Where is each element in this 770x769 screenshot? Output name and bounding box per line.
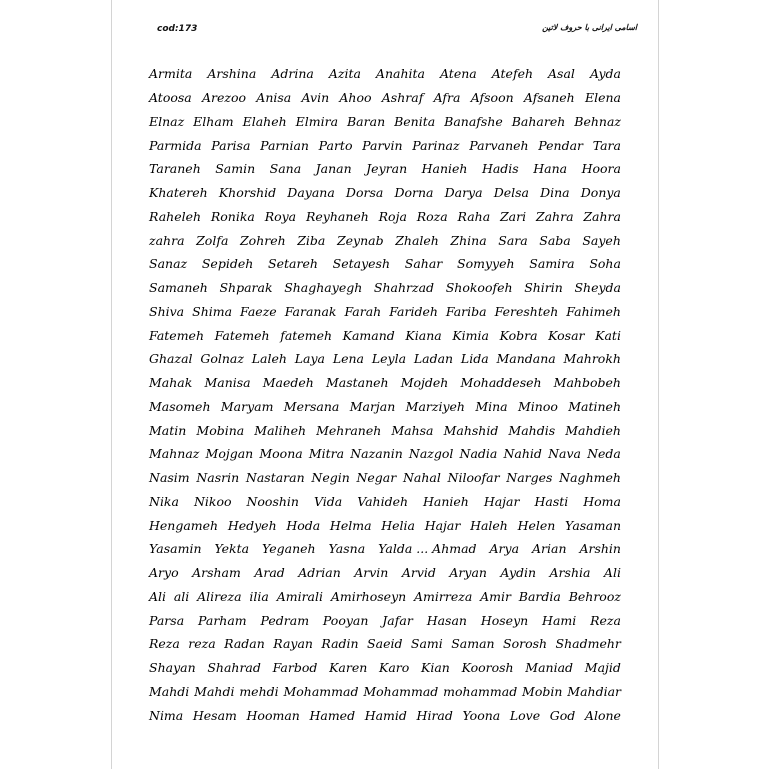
name-entry: Samin <box>215 161 256 177</box>
name-entry: Fariba <box>445 303 487 319</box>
name-entry: Majid <box>584 660 621 676</box>
name-entry: Mitra <box>308 446 345 462</box>
name-entry: Manisa <box>204 375 251 391</box>
name-entry: Shayan <box>149 660 196 676</box>
name-entry: Shparak <box>219 280 273 296</box>
name-entry: Masomeh <box>149 398 211 414</box>
name-entry: Elaheh <box>242 113 287 129</box>
name-line <box>149 537 621 561</box>
name-entry: Sahar <box>404 256 443 272</box>
name-entry: Mahdi <box>194 683 235 699</box>
name-entry: Kobra <box>499 327 538 343</box>
name-entry: Fatemeh <box>149 327 204 343</box>
name-entry: Maliheh <box>254 422 307 438</box>
name-entry: Parvin <box>362 137 403 153</box>
name-entry: Shiva <box>149 303 185 319</box>
name-entry: Reza <box>590 612 621 628</box>
name-entry: Leyla <box>371 351 407 367</box>
name-entry: Arvid <box>401 565 436 581</box>
name-entry: Elena <box>584 90 621 106</box>
name-entry: Setayesh <box>332 256 391 272</box>
name-entry: Elmira <box>295 113 339 129</box>
name-entry: Yeganeh <box>262 541 316 557</box>
name-entry: Adrian <box>298 565 341 581</box>
name-entry: Homa <box>583 493 621 509</box>
name-entry: Mohammad <box>363 683 439 699</box>
name-entry: Zhina <box>450 232 487 248</box>
name-entry: Mahnaz <box>149 446 200 462</box>
name-entry: Yalda ... Ahmad <box>378 541 477 557</box>
name-entry: Lena <box>332 351 365 367</box>
name-entry: Mobin <box>522 683 563 699</box>
name-entry: Sami <box>410 636 443 652</box>
name-entry: Zolfa <box>196 232 229 248</box>
name-entry: Kian <box>421 660 450 676</box>
name-entry: Haleh <box>470 517 508 533</box>
name-entry: Nazanin <box>350 446 403 462</box>
name-line <box>149 371 621 395</box>
name-entry: Dorsa <box>345 185 384 201</box>
name-entry: Ayda <box>589 66 621 82</box>
name-entry: Pendar <box>538 137 584 153</box>
name-line <box>149 205 621 229</box>
name-entry: Banafshe <box>444 113 503 129</box>
name-entry: Ashraf <box>381 90 424 106</box>
name-entry: Lida <box>460 351 489 367</box>
name-line <box>149 442 621 466</box>
name-entry: Alone <box>584 707 621 723</box>
name-line <box>149 157 621 181</box>
name-entry: reza <box>188 636 216 652</box>
name-entry: Armita <box>149 66 193 82</box>
name-entry: Mohammad <box>283 683 359 699</box>
name-entry: Sorosh <box>503 636 548 652</box>
name-entry: Hajar <box>483 493 520 509</box>
name-entry: Maniad <box>525 660 574 676</box>
name-entry: Saeid <box>367 636 403 652</box>
name-entry: Nastaran <box>245 470 305 486</box>
name-entry: Jafar <box>382 612 413 628</box>
name-entry: Ahoo <box>339 90 372 106</box>
name-entry: Yekta <box>214 541 250 557</box>
name-entry: Mojdeh <box>400 375 449 391</box>
name-entry: Sepideh <box>201 256 254 272</box>
name-entry: mohammad <box>443 683 518 699</box>
name-entry: Parto <box>318 137 353 153</box>
name-entry: Khatereh <box>149 185 208 201</box>
name-entry: Parisa <box>211 137 251 153</box>
name-entry: Kamand <box>342 327 395 343</box>
name-entry: Amir <box>480 588 511 604</box>
name-entry: Dorna <box>394 185 434 201</box>
name-entry: Sana <box>269 161 302 177</box>
name-entry: Nima <box>149 707 184 723</box>
name-entry: Yasamin <box>149 541 202 557</box>
name-entry: Hirad <box>416 707 453 723</box>
name-entry: Hasti <box>534 493 569 509</box>
name-entry: Nazgol <box>408 446 454 462</box>
name-entry: Mahak <box>149 375 193 391</box>
name-entry: Avin <box>301 90 330 106</box>
name-entry: Parsa <box>149 612 185 628</box>
name-entry: Samira <box>529 256 575 272</box>
name-entry: Naghmeh <box>559 470 621 486</box>
name-line <box>149 86 621 110</box>
name-entry: Mandana <box>496 351 556 367</box>
name-entry: Parvaneh <box>469 137 529 153</box>
name-entry: Maedeh <box>262 375 314 391</box>
name-entry: Nooshin <box>246 493 299 509</box>
name-entry: Sayeh <box>582 232 621 248</box>
name-entry: Delsa <box>493 185 529 201</box>
name-entry: Amirreza <box>414 588 473 604</box>
name-entry: Niloofar <box>447 470 500 486</box>
name-entry: Reyhaneh <box>305 208 369 224</box>
name-entry: Nava <box>548 446 581 462</box>
name-entry: Mina <box>475 398 508 414</box>
name-entry: Hoseyn <box>480 612 529 628</box>
name-entry: Ali <box>603 565 621 581</box>
name-entry: Minoo <box>517 398 558 414</box>
name-entry: Arya <box>489 541 520 557</box>
name-entry: Aryo <box>149 565 179 581</box>
name-entry: Farideh <box>389 303 438 319</box>
name-entry: Behrooz <box>568 588 621 604</box>
name-entry: Negar <box>356 470 397 486</box>
name-line <box>149 395 621 419</box>
name-entry: Maryam <box>220 398 274 414</box>
name-entry: Fahimeh <box>566 303 621 319</box>
name-entry: Hedyeh <box>227 517 277 533</box>
name-entry: Hamed <box>309 707 356 723</box>
name-entry: God <box>549 707 576 723</box>
name-entry: Mastaneh <box>325 375 389 391</box>
name-entry: Hami <box>542 612 577 628</box>
name-entry: Matin <box>149 422 187 438</box>
name-entry: Pooyan <box>322 612 369 628</box>
name-entry: Nahid <box>503 446 542 462</box>
name-entry: Mahdi <box>149 683 190 699</box>
name-entry: Arsham <box>192 565 241 581</box>
name-entry: Radin <box>321 636 359 652</box>
name-entry: ali <box>173 588 190 604</box>
name-entry: Helma <box>329 517 372 533</box>
name-entry: Pedram <box>260 612 310 628</box>
name-entry: Ziba <box>297 232 326 248</box>
name-entry: Anisa <box>256 90 292 106</box>
name-entry: Shadmehr <box>555 636 621 652</box>
name-entry: Mohaddeseh <box>460 375 542 391</box>
name-entry: Laleh <box>251 351 287 367</box>
name-entry: Reza <box>149 636 180 652</box>
name-entry: Mobina <box>196 422 245 438</box>
name-entry: Mahsa <box>391 422 434 438</box>
name-line <box>149 490 621 514</box>
name-entry: Asal <box>548 66 575 82</box>
name-entry: Arian <box>532 541 567 557</box>
name-entry: Amirhoseyn <box>330 588 407 604</box>
name-line <box>149 181 621 205</box>
name-entry: Kiana <box>405 327 442 343</box>
name-entry: Fereshteh <box>494 303 559 319</box>
name-entry: Kimia <box>452 327 489 343</box>
name-entry: Atefeh <box>491 66 534 82</box>
name-entry: Narges <box>506 470 553 486</box>
name-entry: Raheleh <box>149 208 202 224</box>
name-entry: Negin <box>311 470 350 486</box>
name-entry: Jeyran <box>366 161 408 177</box>
name-line <box>149 418 621 442</box>
name-entry: Roya <box>264 208 297 224</box>
name-entry: Janan <box>315 161 352 177</box>
name-entry: Arvin <box>354 565 389 581</box>
name-entry: Elham <box>193 113 234 129</box>
name-entry: mehdi <box>239 683 279 699</box>
name-entry: Shokoofeh <box>445 280 513 296</box>
name-entry: Arshia <box>549 565 591 581</box>
name-entry: Sara <box>498 232 528 248</box>
name-entry: Mahdieh <box>565 422 621 438</box>
name-line <box>149 513 621 537</box>
name-entry: Arshina <box>207 66 257 82</box>
name-entry: Matineh <box>568 398 621 414</box>
name-entry: Dina <box>540 185 570 201</box>
name-entry: Shahrad <box>207 660 261 676</box>
name-entry: Parinaz <box>412 137 460 153</box>
name-entry: Afsaneh <box>523 90 575 106</box>
name-entry: Tara <box>592 137 621 153</box>
name-entry: Kosar <box>548 327 585 343</box>
name-entry: Aydin <box>500 565 537 581</box>
name-entry: Shaghayegh <box>284 280 363 296</box>
name-entry: Hanieh <box>421 161 468 177</box>
name-entry: Zohreh <box>239 232 286 248</box>
name-entry: zahra <box>149 232 185 248</box>
name-entry: Farbod <box>272 660 318 676</box>
name-entry: Faranak <box>284 303 337 319</box>
name-entry: Yasna <box>328 541 366 557</box>
name-entry: Hadis <box>481 161 519 177</box>
name-entry: Hanieh <box>423 493 469 509</box>
name-entry: Setareh <box>268 256 318 272</box>
name-entry: Arezoo <box>202 90 247 106</box>
name-entry: Saman <box>451 636 495 652</box>
name-line <box>149 703 621 727</box>
name-entry: Nika <box>149 493 179 509</box>
name-entry: Neda <box>587 446 621 462</box>
name-entry: Zari <box>499 208 527 224</box>
name-entry: Nasim <box>149 470 190 486</box>
name-entry: Ali <box>149 588 167 604</box>
name-entry: Aryan <box>449 565 487 581</box>
name-entry: Bahareh <box>511 113 566 129</box>
name-entry: Parnian <box>260 137 309 153</box>
name-entry: Hasan <box>426 612 467 628</box>
name-entry: Samaneh <box>149 280 208 296</box>
name-entry: Afsoon <box>470 90 514 106</box>
name-line <box>149 347 621 371</box>
name-entry: Mahdiar <box>567 683 621 699</box>
name-entry: Roja <box>378 208 407 224</box>
name-entry: Darya <box>444 185 483 201</box>
name-entry: Helen <box>517 517 556 533</box>
name-entry: Zahra <box>583 208 621 224</box>
name-line <box>149 656 621 680</box>
name-entry: Shirin <box>524 280 563 296</box>
name-line <box>149 62 621 86</box>
name-entry: Afra <box>433 90 461 106</box>
name-line <box>149 561 621 585</box>
name-entry: Mehraneh <box>316 422 382 438</box>
name-entry: Alireza <box>197 588 242 604</box>
name-entry: Sanaz <box>149 256 188 272</box>
name-entry: Hengameh <box>149 517 219 533</box>
name-entry: fatemeh <box>280 327 333 343</box>
name-entry: Shima <box>192 303 233 319</box>
name-entry: Soha <box>589 256 621 272</box>
document-code: cod:173 <box>157 24 198 34</box>
name-entry: Mahdis <box>508 422 556 438</box>
name-line <box>149 585 621 609</box>
name-line <box>149 466 621 490</box>
name-entry: Ghazal <box>149 351 193 367</box>
name-line <box>149 110 621 134</box>
name-entry: Raha <box>457 208 491 224</box>
name-line <box>149 133 621 157</box>
name-entry: Sheyda <box>574 280 621 296</box>
name-entry: Laya <box>294 351 326 367</box>
name-entry: Zhaleh <box>395 232 439 248</box>
name-entry: Azita <box>328 66 361 82</box>
name-entry: Marziyeh <box>405 398 465 414</box>
name-entry: Nasrin <box>196 470 240 486</box>
name-entry: Rayan <box>273 636 313 652</box>
name-entry: Benita <box>394 113 436 129</box>
name-entry: Roza <box>416 208 448 224</box>
name-entry: Hamid <box>364 707 407 723</box>
name-entry: Mersana <box>283 398 340 414</box>
name-entry: Amirali <box>276 588 323 604</box>
name-line <box>149 300 621 324</box>
name-entry: Love <box>509 707 541 723</box>
name-entry: Ronika <box>210 208 255 224</box>
name-entry: Adrina <box>271 66 314 82</box>
names-list <box>149 62 621 727</box>
name-entry: Faeze <box>240 303 277 319</box>
name-entry: Helia <box>381 517 415 533</box>
name-entry: Nahal <box>402 470 441 486</box>
name-entry: Arad <box>254 565 285 581</box>
name-entry: Mahrokh <box>563 351 621 367</box>
name-line <box>149 276 621 300</box>
name-entry: Shahrzad <box>373 280 435 296</box>
name-entry: Koorosh <box>461 660 514 676</box>
name-entry: Parham <box>198 612 247 628</box>
name-entry: Somyyeh <box>457 256 515 272</box>
name-entry: Parmida <box>149 137 202 153</box>
name-entry: Moona <box>259 446 303 462</box>
name-entry: Nadia <box>459 446 498 462</box>
name-entry: Yasaman <box>565 517 621 533</box>
name-entry: Vahideh <box>357 493 409 509</box>
name-entry: Dayana <box>287 185 335 201</box>
name-entry: Saba <box>539 232 571 248</box>
name-entry: Taraneh <box>149 161 201 177</box>
name-entry: Anahita <box>375 66 425 82</box>
name-line <box>149 680 621 704</box>
name-entry: Nikoo <box>193 493 232 509</box>
name-entry: Mahshid <box>443 422 499 438</box>
name-entry: Golnaz <box>200 351 244 367</box>
name-entry: Khorshid <box>218 185 277 201</box>
name-entry: Hoora <box>581 161 621 177</box>
name-entry: Marjan <box>349 398 396 414</box>
name-entry: Zahra <box>535 208 574 224</box>
name-line <box>149 323 621 347</box>
document-title: اسامی ایرانی با حروف لاتین <box>542 23 637 32</box>
name-entry: Kati <box>595 327 621 343</box>
name-entry: Yoona <box>462 707 501 723</box>
name-entry: Karo <box>379 660 410 676</box>
name-entry: Atena <box>439 66 477 82</box>
name-entry: ilia <box>249 588 269 604</box>
name-line <box>149 228 621 252</box>
name-line <box>149 632 621 656</box>
name-entry: Hooman <box>246 707 300 723</box>
name-entry: Radan <box>224 636 265 652</box>
name-entry: Mahbobeh <box>553 375 621 391</box>
name-entry: Hoda <box>286 517 321 533</box>
name-entry: Ladan <box>413 351 454 367</box>
name-entry: Fatemeh <box>214 327 270 343</box>
name-line <box>149 252 621 276</box>
name-entry: Hesam <box>192 707 237 723</box>
name-entry: Elnaz <box>149 113 185 129</box>
name-entry: Mojgan <box>205 446 254 462</box>
name-line <box>149 608 621 632</box>
name-entry: Hajar <box>424 517 461 533</box>
name-entry: Zeynab <box>336 232 384 248</box>
name-entry: Hana <box>533 161 568 177</box>
name-entry: Karen <box>329 660 368 676</box>
name-entry: Farah <box>344 303 382 319</box>
name-entry: Donya <box>580 185 621 201</box>
name-entry: Arshin <box>579 541 621 557</box>
name-entry: Behnaz <box>574 113 621 129</box>
name-entry: Vida <box>313 493 343 509</box>
name-entry: Atoosa <box>149 90 192 106</box>
name-entry: Baran <box>347 113 386 129</box>
name-entry: Bardia <box>518 588 561 604</box>
